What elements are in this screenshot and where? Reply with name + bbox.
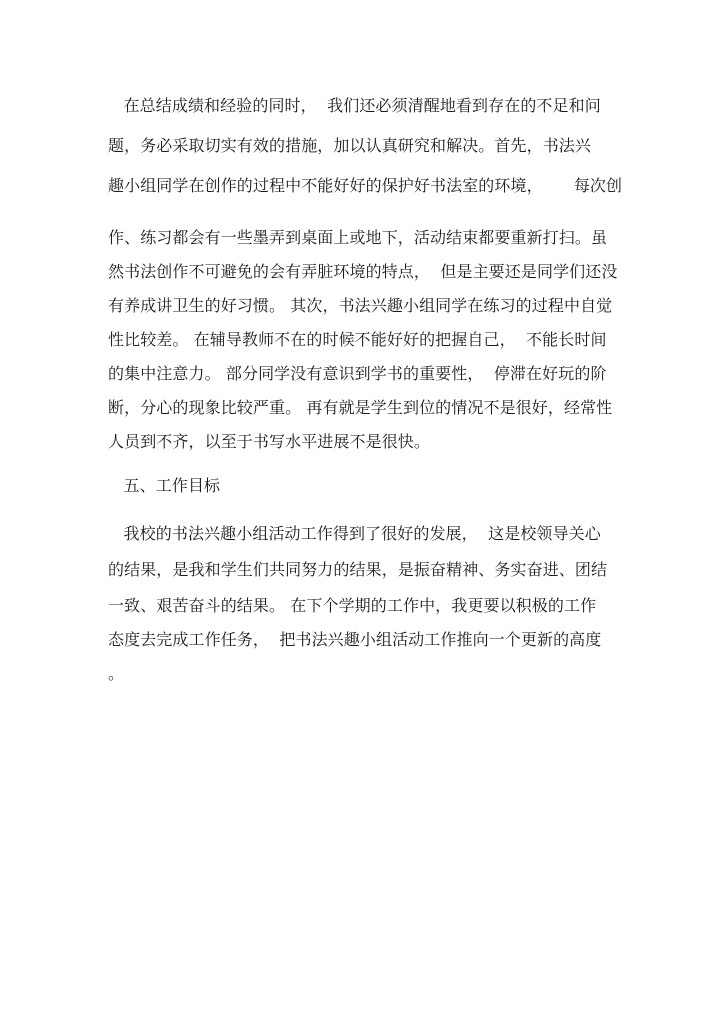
paragraph-1-line-10: 人员到不齐，以至于书写水平进展不是很快。	[108, 432, 431, 451]
paragraph-1-line-9: 断，分心的现象比较严重。 再有就是学生到位的情况不是很好，经常性	[108, 398, 613, 417]
paragraph-1-line-6: 有养成讲卫生的好习惯。 其次，书法兴趣小组同学在练习的过程中自觉	[108, 296, 613, 315]
paragraph-2-line-1: 我校的书法兴趣小组活动工作得到了很好的发展， 这是校领导关心	[108, 524, 601, 543]
paragraph-2-line-2: 的结果，是我和学生们共同努力的结果，是振奋精神、务实奋进、团结	[108, 560, 608, 579]
paragraph-1-line-4: 作、练习都会有一些墨弄到桌面上或地下，活动结束都要重新打扫。虽	[108, 228, 608, 247]
paragraph-1-line-5: 然书法创作不可避免的会有弄脏环境的特点， 但是主要还是同学们还没	[108, 262, 618, 281]
paragraph-1-line-1: 在总结成绩和经验的同时， 我们还必须清醒地看到存在的不足和问	[108, 96, 601, 115]
paragraph-1-line-8: 的集中注意力。 部分同学没有意识到学书的重要性， 停滞在好玩的阶	[108, 364, 607, 383]
paragraph-2-line-3: 一致、艰苦奋斗的结果。 在下个学期的工作中，我更要以积极的工作	[108, 596, 597, 615]
paragraph-1-line-3: 趣小组同学在创作的过程中不能好好的保护好书法室的环境， 每次创	[108, 176, 623, 195]
paragraph-1-line-2: 题，务必采取切实有效的措施，加以认真研究和解决。首先，书法兴	[108, 136, 592, 155]
paragraph-2-line-4: 态度去完成工作任务， 把书法兴趣小组活动工作推向一个更新的高度	[108, 630, 602, 649]
section-heading: 五、工作目标	[108, 476, 221, 495]
paragraph-1-line-7: 性比较差。 在辅导教师不在的时候不能好好的把握自己， 不能长时间	[108, 330, 607, 349]
paragraph-2-line-5: 。	[108, 664, 125, 683]
